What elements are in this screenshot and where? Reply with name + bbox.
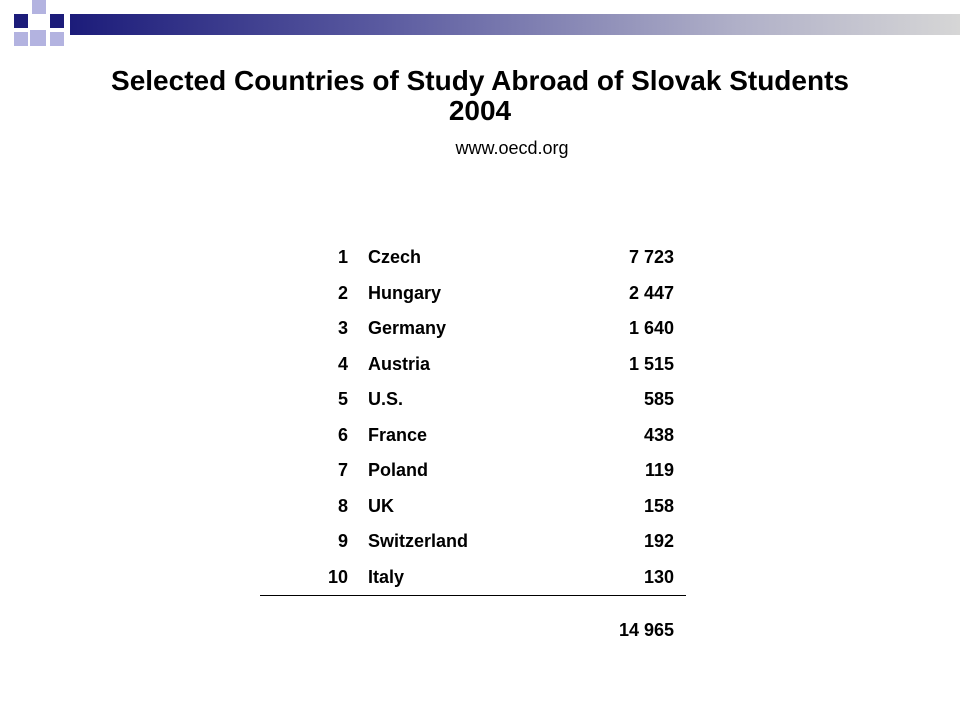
decor-square-lavender-top	[32, 0, 46, 14]
rank-cell: 2	[337, 282, 348, 303]
table-row	[260, 276, 686, 312]
count-cell: 2 447	[628, 282, 674, 303]
rank-cell: 3	[337, 318, 348, 339]
count-cell: 119	[644, 460, 674, 481]
table-row	[260, 347, 686, 383]
decor-square-lavender-left	[14, 32, 28, 46]
rank-cell: 4	[337, 353, 348, 374]
country-cell: Hungary	[368, 282, 442, 303]
rank-cell: 8	[337, 495, 348, 516]
country-cell: U.S.	[368, 389, 404, 410]
country-cell: Austria	[368, 353, 431, 374]
rank-cell: 1	[337, 247, 348, 268]
countries-table	[260, 240, 686, 596]
country-cell: France	[368, 424, 428, 445]
decor-square-navy-right	[50, 14, 64, 28]
count-cell: 1 640	[628, 318, 674, 339]
rank-cell: 5	[337, 389, 348, 410]
country-cell: Czech	[368, 247, 422, 268]
rank-cell: 7	[337, 460, 348, 481]
decor-square-lavender-mid	[30, 30, 46, 46]
country-cell: Switzerland	[368, 531, 469, 552]
decor-square-lavender-right	[50, 32, 64, 46]
rank-cell: 6	[337, 424, 348, 445]
rank-cell: 10	[260, 560, 368, 596]
table-row	[260, 240, 686, 276]
countries-table-body	[260, 240, 686, 596]
table-row	[260, 524, 686, 560]
country-cell: Italy	[368, 560, 538, 596]
count-cell: 438	[643, 424, 674, 445]
table-row	[260, 489, 686, 525]
count-cell: 192	[643, 531, 674, 552]
table-row	[260, 311, 686, 347]
count-cell: 1 515	[628, 353, 674, 374]
count-cell: 158	[643, 495, 674, 516]
slide-title: Selected Countries of Study Abroad of Slovak Students 2004	[111, 65, 849, 126]
rank-cell: 9	[337, 531, 348, 552]
count-cell: 7 723	[628, 247, 674, 268]
table-row	[260, 418, 686, 454]
count-cell: 585	[643, 389, 674, 410]
table-row	[260, 453, 686, 489]
table-row	[260, 560, 686, 596]
decor-header-bar	[70, 14, 960, 35]
country-cell: UK	[368, 495, 394, 516]
count-cell: 130	[538, 560, 686, 596]
table-row	[260, 382, 686, 418]
country-cell: Germany	[368, 318, 447, 339]
decor-square-navy-top	[14, 14, 28, 28]
country-cell: Poland	[368, 460, 429, 481]
table-total: 14 965	[618, 620, 674, 640]
slide-subtitle: www.oecd.org	[455, 138, 569, 158]
